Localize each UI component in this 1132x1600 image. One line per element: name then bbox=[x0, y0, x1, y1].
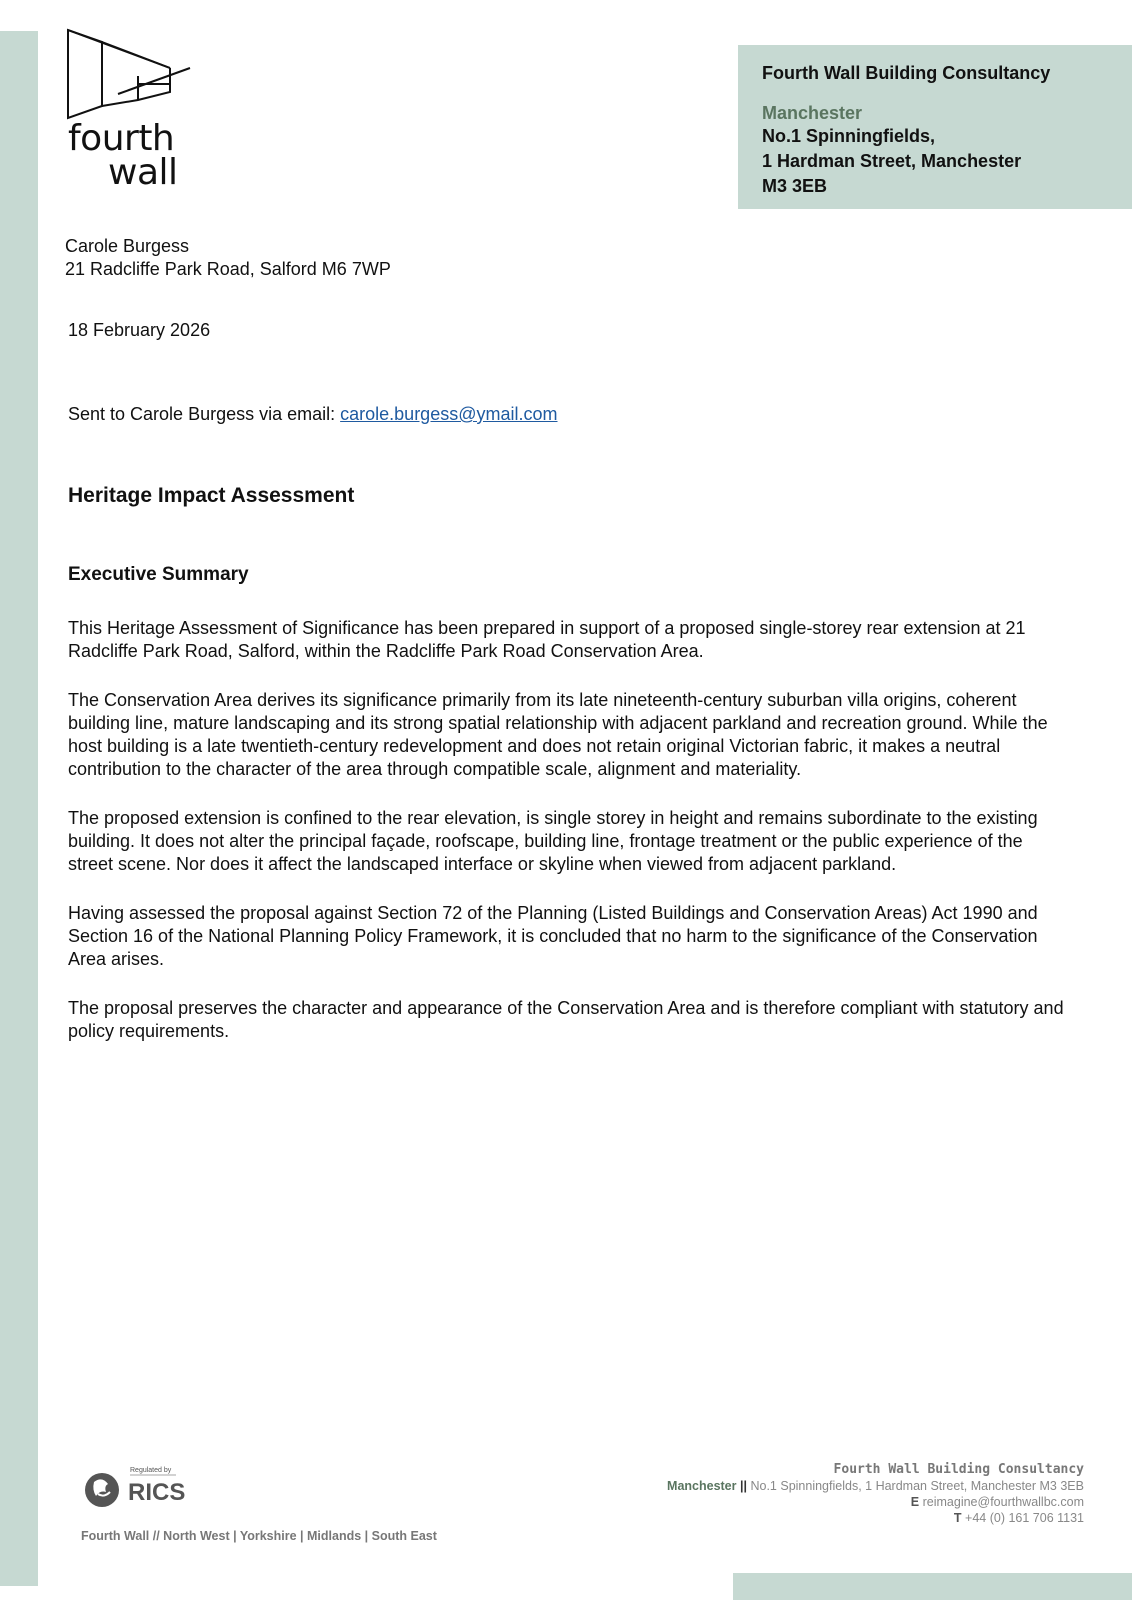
paragraph-2: The Conservation Area derives its significance primarily from its late nineteenth-century suburban villa origins, coherent building line, mature landscaping and its strong spatial relationship with adjacent parkland and recreation ground. While the host building is a late twentieth-century redevelopment and does not retain original Victorian fabric, it makes a neutral contribution to the character of the area through compatible scale, alignment and materiality. bbox=[68, 690, 1048, 779]
header-address-line-3: M3 3EB bbox=[762, 176, 828, 196]
sent-line bbox=[68, 404, 558, 425]
footer-offices: Fourth Wall // North West | Yorkshire | Midlands | South East bbox=[81, 1529, 437, 1543]
footer-address: No.1 Spinningfields, 1 Hardman Street, Manchester M3 3EB bbox=[750, 1479, 1084, 1493]
footer-contact bbox=[667, 1462, 1084, 1526]
document-title: Heritage Impact Assessment bbox=[68, 484, 355, 507]
recipient-name: Carole Burgess bbox=[65, 236, 190, 256]
footer-city: Manchester bbox=[667, 1479, 737, 1493]
paragraph-1: This Heritage Assessment of Significance has been prepared in support of a proposed single-storey rear extension at 21 Radcliffe Park Road, Salford, within the Radcliffe Park Road Conservation Area. bbox=[68, 618, 1026, 661]
recipient-email-link[interactable]: carole.burgess@ymail.com bbox=[340, 404, 558, 424]
header-city: Manchester bbox=[762, 103, 863, 123]
sent-prefix: Sent to Carole Burgess via email: bbox=[68, 404, 341, 424]
footer-email-line bbox=[667, 1494, 1084, 1510]
header-address-line-2: 1 Hardman Street, Manchester bbox=[762, 151, 1022, 171]
recipient-block bbox=[65, 235, 391, 281]
paragraph-4: Having assessed the proposal against Section 72 of the Planning (Listed Buildings and Conservation Areas) Act 1990 and Section 16 of the National Planning Policy Framework, it is concluded that no harm to the significance of the Conservation Area arises. bbox=[68, 903, 1038, 969]
footer-phone-line bbox=[667, 1510, 1084, 1526]
rics-name-text: RICS bbox=[128, 1479, 186, 1506]
header-company: Fourth Wall Building Consultancy bbox=[762, 63, 1051, 83]
logo-word-wall: wall bbox=[108, 152, 178, 193]
left-accent-bar bbox=[0, 31, 38, 1586]
rics-logo-icon bbox=[84, 1464, 204, 1510]
footer-separator: || bbox=[740, 1479, 747, 1493]
bottom-accent-bar bbox=[733, 1573, 1132, 1600]
footer-email[interactable]: reimagine@fourthwallbc.com bbox=[922, 1495, 1084, 1509]
footer-email-label: E bbox=[910, 1495, 920, 1509]
logo-word-fourth: fourth bbox=[68, 118, 175, 159]
logo-wordmark bbox=[68, 118, 178, 193]
summary-body bbox=[68, 617, 1068, 1069]
paragraph-3: The proposed extension is confined to the rear elevation, is single storey in height and remains subordinate to the existing building. It does not alter the principal façade, roofscape, building line, frontage treatment or the public experience of the street scene. Nor does it affect the landscaped interface or skyline when viewed from adjacent parkland. bbox=[68, 808, 1038, 874]
rics-regulated-text: Regulated by bbox=[130, 1467, 172, 1474]
section-heading: Executive Summary bbox=[68, 564, 249, 585]
footer-phone[interactable]: +44 (0) 161 706 1131 bbox=[965, 1511, 1084, 1525]
recipient-address: 21 Radcliffe Park Road, Salford M6 7WP bbox=[65, 259, 391, 279]
footer-address-line bbox=[667, 1478, 1084, 1494]
footer-company: Fourth Wall Building Consultancy bbox=[833, 1462, 1084, 1477]
footer-phone-label: T bbox=[953, 1511, 962, 1525]
header-address-box bbox=[738, 45, 1132, 209]
header-address-line-1: No.1 Spinningfields, bbox=[762, 126, 936, 146]
letter-date: 18 February 2026 bbox=[68, 320, 211, 340]
paragraph-5: The proposal preserves the character and appearance of the Conservation Area and is therefore compliant with statutory and policy requirements. bbox=[68, 998, 1064, 1041]
